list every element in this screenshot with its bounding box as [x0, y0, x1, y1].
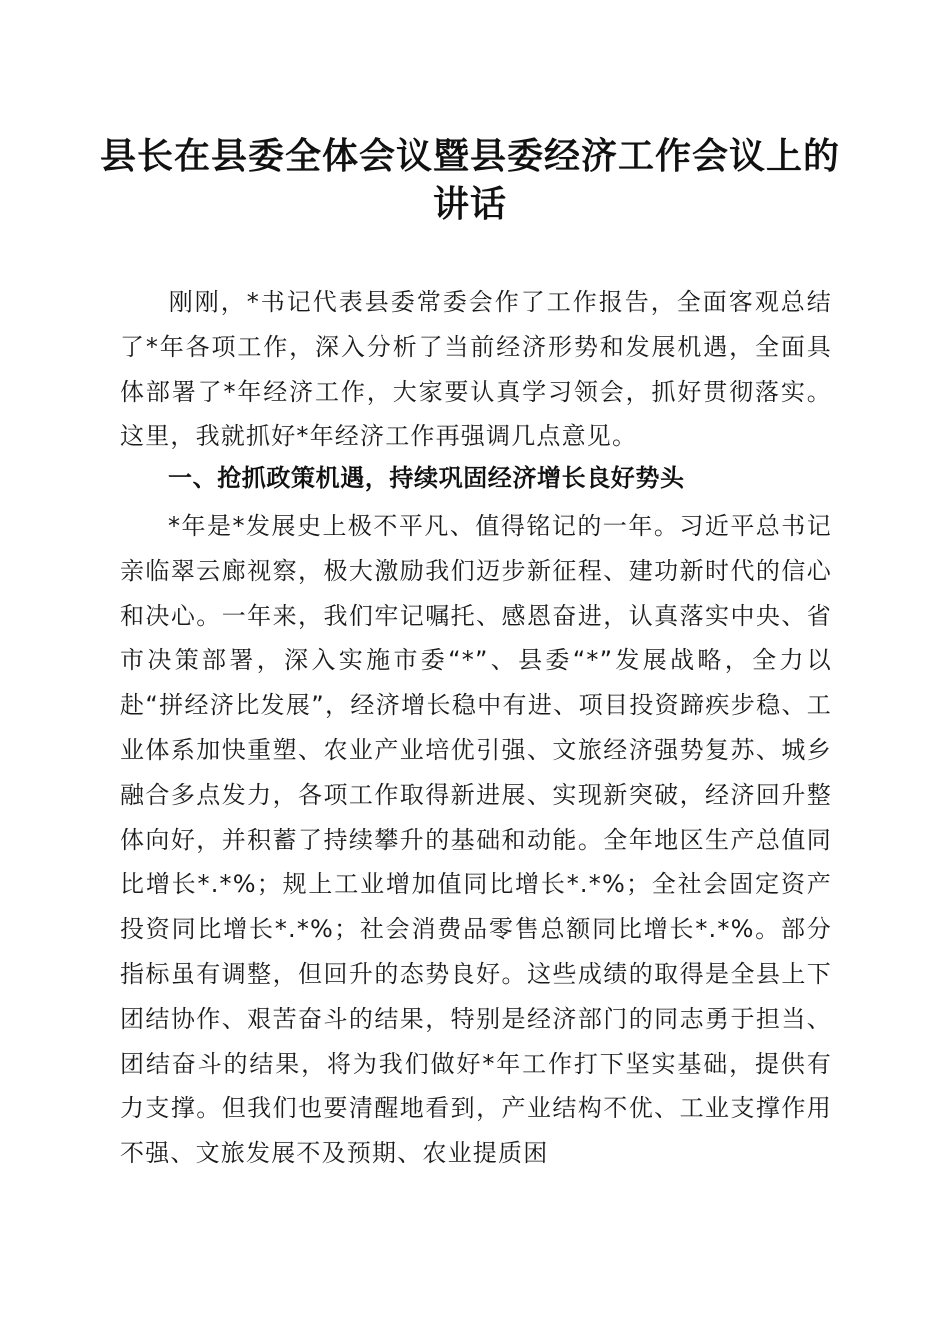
paragraph-intro: [120, 280, 832, 459]
paragraph-intro-text: 刚刚，*书记代表县委常委会作了工作报告，全面客观总结了*年各项工作，深入分析了当前经济形势和发展机遇，全面具体部署了*年经济工作，大家要认真学习领会，抓好贯彻落实。这里，我就抓好*年经济工作再强调几点意见。: [120, 288, 832, 451]
title-line-2: 讲话: [432, 183, 507, 225]
section-heading-1: 一、抢抓政策机遇，持续巩固经济增长良好势头: [168, 464, 685, 492]
title-line-1: 县长在县委全体会议暨县委经济工作会议上的: [100, 135, 841, 177]
paragraph-section-1-text: *年是*发展史上极不平凡、值得铭记的一年。习近平总书记亲临翠云廊视察，极大激励我们迈步新征程、建功新时代的信心和决心。一年来，我们牢记嘱托、感恩奋进，认真落实中央、省市决策部署，深入实施市委“*”、县委“*”发展战略，全力以赴“拼经济比发展”，经济增长稳中有进、项目投资蹄疾步稳、工业体系加快重塑、农业产业培优引强、文旅经济强势复苏、城乡融合多点发力，各项工作取得新进展、实现新突破，经济回升整体向好，并积蓄了持续攀升的基础和动能。全年地区生产总值同比增长*.*%；规上工业增加值同比增长*.*%；全社会固定资产投资同比增长*.*%；社会消费品零售总额同比增长*.*%。部分指标虽有调整，但回升的态势良好。这些成绩的取得是全县上下团结协作、艰苦奋斗的结果，特别是经济部门的同志勇于担当、团结奋斗的结果，将为我们做好*年工作打下坚实基础，提供有力支撑。但我们也要清醒地看到，产业结构不优、工业支撑作用不强、文旅发展不及预期、农业提质困: [120, 512, 832, 1168]
paragraph-section-1: [120, 504, 832, 1176]
document-title: [100, 132, 840, 228]
